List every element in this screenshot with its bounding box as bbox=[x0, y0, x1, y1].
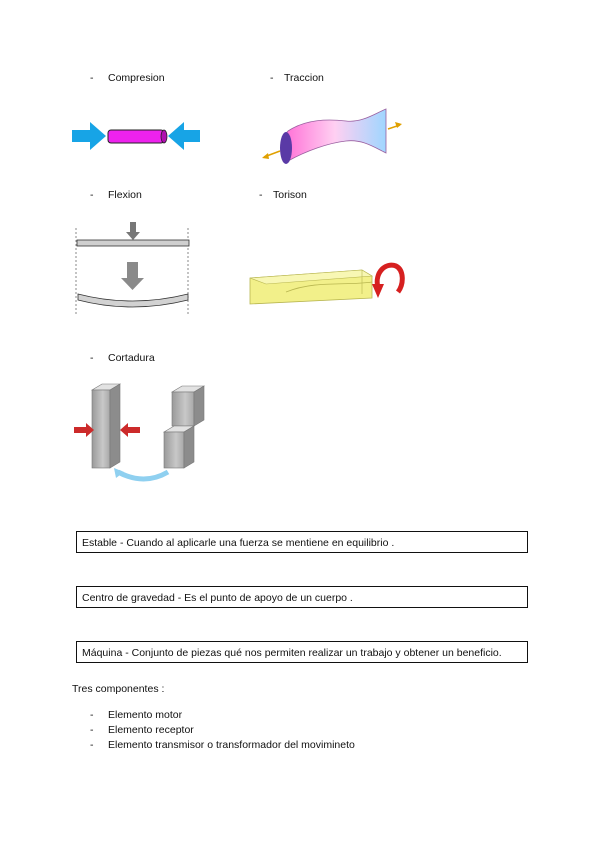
right-lower-block bbox=[164, 432, 184, 468]
left-arrow-icon bbox=[72, 122, 106, 150]
list-item: - Elemento transmisor o transformador del movimineto bbox=[90, 739, 355, 751]
torsion-figure bbox=[246, 258, 406, 318]
flexion-figure bbox=[72, 218, 194, 318]
transition-arrow-icon bbox=[118, 472, 168, 479]
label-traccion: - Traccion bbox=[270, 72, 324, 84]
big-down-arrow-icon bbox=[121, 262, 144, 290]
straight-beam bbox=[77, 240, 189, 246]
traction-figure bbox=[258, 103, 406, 169]
shear-right-arrow-icon bbox=[120, 423, 140, 437]
label-cortadura: - Cortadura bbox=[90, 352, 155, 364]
compression-bar bbox=[108, 130, 164, 143]
right-arrow-icon bbox=[168, 122, 200, 150]
components-heading: Tres componentes : bbox=[72, 683, 165, 695]
right-upper-block bbox=[172, 392, 194, 426]
down-arrow-icon bbox=[126, 222, 140, 240]
shear-left-arrow-icon bbox=[74, 423, 94, 437]
label-compresion: - Compresion bbox=[90, 72, 165, 84]
compression-figure bbox=[72, 118, 202, 154]
definition-maquina: Máquina - Conjunto de piezas qué nos permiten realizar un trabajo y obtener un beneficio. bbox=[76, 641, 528, 663]
bent-beam bbox=[78, 294, 188, 307]
label-flexion: - Flexion bbox=[90, 189, 142, 201]
definition-centro-gravedad: Centro de gravedad - Es el punto de apoyo de un cuerpo . bbox=[76, 586, 528, 608]
components-list bbox=[90, 708, 355, 753]
definition-estable: Estable - Cuando al aplicarle una fuerza se mentiene en equilibrio . bbox=[76, 531, 528, 553]
list-item: - Elemento receptor bbox=[90, 724, 194, 736]
label-torison: - Torison bbox=[259, 189, 307, 201]
traction-left-arrow-icon bbox=[262, 153, 269, 159]
left-block bbox=[92, 390, 110, 468]
shear-figure bbox=[72, 380, 212, 488]
traction-body bbox=[284, 109, 386, 161]
list-item: - Elemento motor bbox=[90, 709, 183, 721]
